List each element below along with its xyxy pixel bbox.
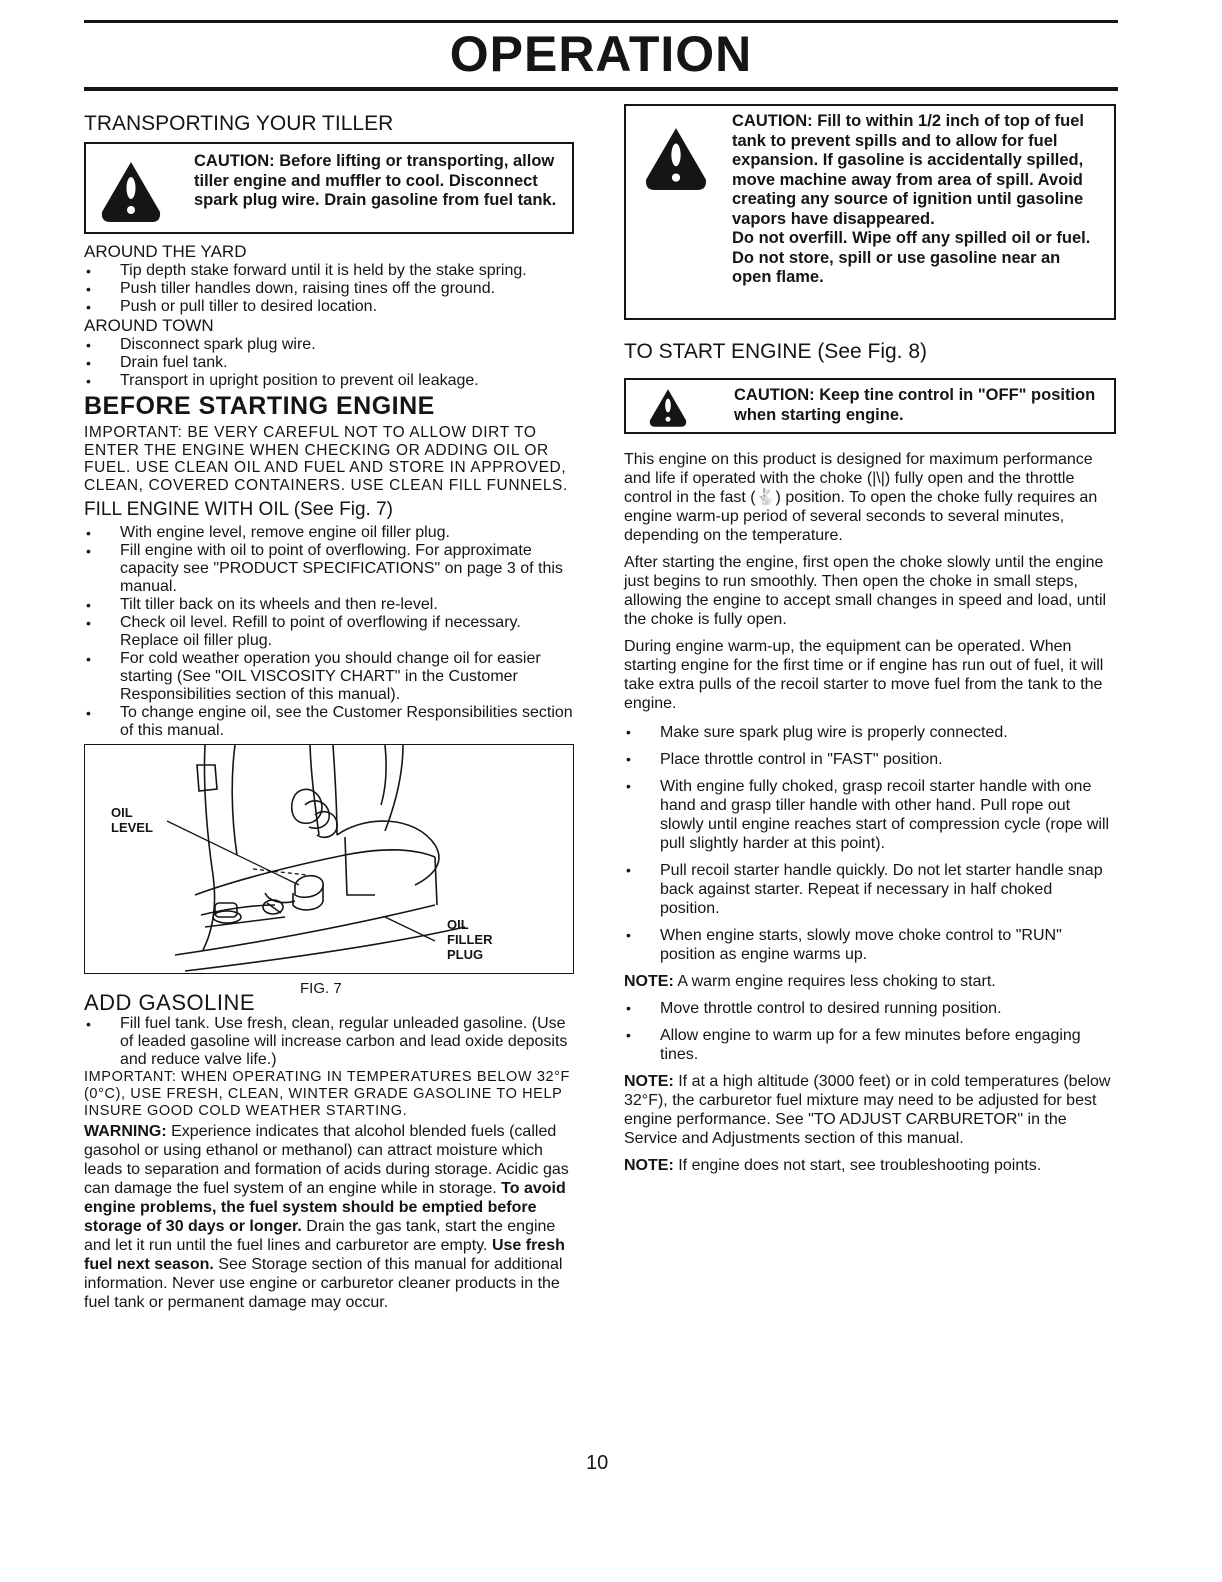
- list-item: • Tilt tiller back on its wheels and then re-level.: [84, 596, 574, 614]
- start-para-2: After starting the engine, first open the choke slowly until the engine just begins to run smoothly. Then open the choke in small steps, allowing the engine to accept small changes in speed and load, until the choke is fully open.: [624, 554, 1107, 628]
- list-item: • Transport in upright position to prevent oil leakage.: [84, 372, 574, 390]
- list-item: • With engine fully choked, grasp recoil starter handle with one hand and grasp tiller handle with other hand. Pull rope out slowly until engine reaches start of compression cycle (rope will pull slightly harder at this point).: [624, 777, 1116, 853]
- note-label: NOTE:: [624, 973, 674, 990]
- add-gasoline-heading: ADD GASOLINE: [84, 990, 256, 1015]
- list-item: • Fill fuel tank. Use fresh, clean, regular unleaded gasoline. (Use of leaded gasoline will increase carbon and lead oxide deposits and reduce valve life.): [84, 1015, 574, 1069]
- list-item: • For cold weather operation you should change oil for easier starting (See "OIL VISCOSITY CHART" in the Customer Responsibilities section of this manual).: [84, 650, 574, 704]
- start-engine-heading: TO START ENGINE (See Fig. 8): [624, 340, 928, 363]
- list-item: • Drain fuel tank.: [84, 354, 574, 372]
- transport-caution-text: CAUTION: Before lifting or transporting, allow tiller engine and muffler to cool. Disconnect spark plug wire. Drain gasoline from fuel tank.: [194, 152, 557, 209]
- note-1-text: A warm engine requires less choking to start.: [673, 973, 996, 990]
- warning-paragraph: [84, 1122, 574, 1312]
- start-caution-box: [624, 378, 1116, 434]
- list-item: • Make sure spark plug wire is properly connected.: [624, 723, 1116, 742]
- warning-icon: [648, 388, 688, 428]
- warning-icon: [100, 160, 162, 224]
- start-para-1: This engine on this product is designed for maximum performance and life if operated with the choke (|\|) fully open and the throttle control in the fast (🐇) position. To open the choke fully requires an engine warm-up period of several seconds to several minutes, depending on the temperature.: [624, 451, 1098, 544]
- warning-text-2: Drain the gas tank, start the engine and let it run until the fuel lines and carburetor are empty.: [84, 1218, 556, 1254]
- figure-caption: FIG. 7: [300, 980, 342, 997]
- transporting-heading: TRANSPORTING YOUR TILLER: [84, 112, 394, 135]
- warning-bold-1: To avoid engine problems, the fuel system should be emptied before storage of 30 days or longer.: [84, 1180, 566, 1235]
- oil-filler-plug-label: OIL FILLER PLUG: [447, 917, 493, 962]
- fuel-caution-text-1: CAUTION: Fill to within 1/2 inch of top of fuel tank to prevent spills and to allow for fuel expansion. If gasoline is accidentally spilled, move machine away from area of spill. Avoid creating any source of ignition until gasoline vapors have disappeared.: [732, 112, 1084, 228]
- list-item: • Disconnect spark plug wire.: [84, 336, 574, 354]
- warning-text-3: See Storage section of this manual for additional information. Never use engine or carburetor cleaner products in the fuel tank or permanent damage may occur.: [84, 1256, 563, 1311]
- page-title: OPERATION: [449, 26, 753, 82]
- engine-oil-illustration: [85, 745, 572, 972]
- list-item: • Check oil level. Refill to point of overflowing if necessary. Replace oil filler plug.: [84, 614, 574, 650]
- around-yard-heading: AROUND THE YARD: [84, 242, 247, 261]
- top-rule: [84, 20, 1118, 23]
- transport-caution-box: [84, 142, 574, 234]
- fuel-caution-box: [624, 104, 1116, 320]
- warning-label: WARNING:: [84, 1123, 167, 1140]
- list-item: • When engine starts, slowly move choke control to "RUN" position as engine warms up.: [624, 926, 1116, 964]
- warmup-steps-list: [624, 999, 1116, 1064]
- start-caution-text: CAUTION: Keep tine control in "OFF" position when starting engine.: [734, 386, 1096, 424]
- warning-text-1: Experience indicates that alcohol blended fuels (called gasohol or using ethanol or methanol) can attract moisture which leads to separation and formation of acids during storage. Acidic gas can damage the fuel system of an engine while in storage.: [84, 1123, 569, 1197]
- left-column: [84, 96, 574, 1312]
- around-town-list: [84, 336, 574, 390]
- list-item: • Tip depth stake forward until it is held by the stake spring.: [84, 262, 574, 280]
- note-1: [624, 972, 1116, 991]
- list-item: • Pull recoil starter handle quickly. Do not let starter handle snap back against starter. Repeat if necessary in half choked position.: [624, 861, 1116, 918]
- start-steps-list: [624, 723, 1116, 964]
- before-starting-heading: BEFORE STARTING ENGINE: [84, 392, 435, 420]
- page-number: 10: [586, 1452, 609, 1474]
- around-yard-list: [84, 262, 574, 316]
- note-2: [624, 1072, 1116, 1148]
- list-item: • Place throttle control in "FAST" position.: [624, 750, 1116, 769]
- list-item: • Allow engine to warm up for a few minutes before engaging tines.: [624, 1026, 1116, 1064]
- start-para-3: During engine warm-up, the equipment can be operated. When starting engine for the first time or if engine has run out of fuel, it will take extra pulls of the recoil starter to move fuel from the tank to the engine.: [624, 638, 1104, 712]
- add-gasoline-important: IMPORTANT: WHEN OPERATING IN TEMPERATURES BELOW 32°F (0°C), USE FRESH, CLEAN, WINTER GRADE GASOLINE TO HELP INSURE GOOD COLD WEATHER STARTING.: [84, 1069, 571, 1119]
- around-town-heading: AROUND TOWN: [84, 316, 214, 335]
- before-starting-important: IMPORTANT: BE VERY CAREFUL NOT TO ALLOW DIRT TO ENTER THE ENGINE WHEN CHECKING OR ADDING OIL OR FUEL. USE CLEAN OIL AND FUEL AND STORE IN APPROVED, CLEAN, COVERED CONTAINERS. USE CLEAN FILL FUNNELS.: [84, 424, 568, 494]
- warning-icon: [644, 126, 708, 192]
- fill-oil-heading: FILL ENGINE WITH OIL (See Fig. 7): [84, 499, 393, 520]
- note-2-text: If at a high altitude (3000 feet) or in cold temperatures (below 32°F), the carburetor fuel mixture may need to be adjusted for best engine performance. See "TO ADJUST CARBURETOR" in the Service and Adjustments section of this manual.: [624, 1073, 1111, 1147]
- list-item: • Push or pull tiller to desired location.: [84, 298, 574, 316]
- figure-7: [84, 744, 574, 974]
- note-3: [624, 1156, 1116, 1175]
- note-label: NOTE:: [624, 1073, 674, 1090]
- add-gasoline-list: [84, 1015, 574, 1069]
- list-item: • With engine level, remove engine oil filler plug.: [84, 524, 574, 542]
- warning-bold-2: Use fresh fuel next season.: [84, 1237, 565, 1273]
- list-item: • Push tiller handles down, raising tines off the ground.: [84, 280, 574, 298]
- list-item: • Fill engine with oil to point of overflowing. For approximate capacity see "PRODUCT SPECIFICATIONS" on page 3 of this manual.: [84, 542, 574, 596]
- title-rule: [84, 87, 1118, 91]
- oil-level-label: OIL LEVEL: [111, 805, 153, 835]
- right-column: [624, 96, 1116, 1175]
- fuel-caution-text-2: Do not overfill. Wipe off any spilled oil or fuel. Do not store, spill or use gasoline near an open flame.: [732, 229, 1091, 286]
- list-item: • To change engine oil, see the Customer Responsibilities section of this manual.: [84, 704, 574, 740]
- note-3-text: If engine does not start, see troubleshooting points.: [673, 1157, 1042, 1174]
- note-label: NOTE:: [624, 1157, 674, 1174]
- fill-oil-list: [84, 524, 574, 740]
- list-item: • Move throttle control to desired running position.: [624, 999, 1116, 1018]
